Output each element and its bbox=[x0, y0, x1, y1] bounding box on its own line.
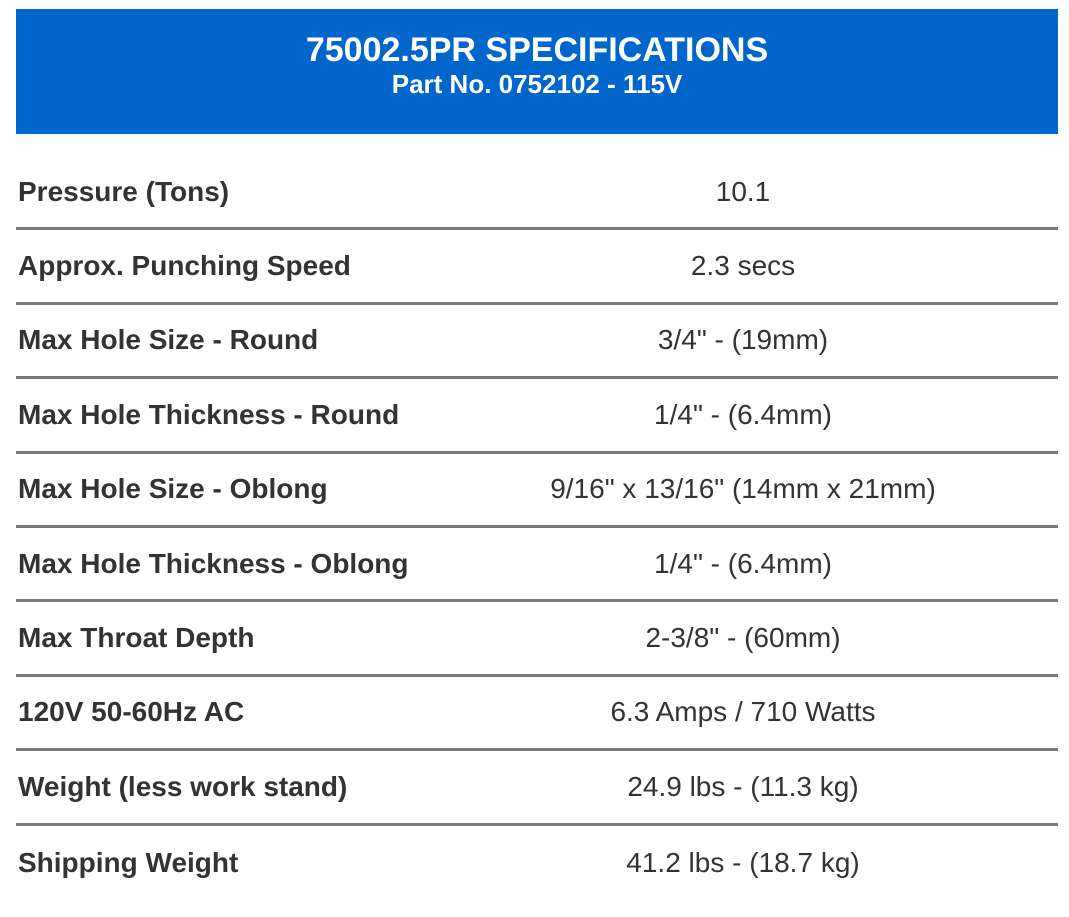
spec-header bbox=[16, 9, 1058, 134]
spec-row-punching-speed bbox=[16, 230, 1058, 304]
spec-row-hole-thickness-round bbox=[16, 379, 1058, 453]
spec-row-weight bbox=[16, 751, 1058, 825]
spec-label: Shipping Weight bbox=[18, 846, 239, 878]
spec-row-power bbox=[16, 677, 1058, 751]
spec-value: 2-3/8" - (60mm) bbox=[645, 622, 841, 654]
spec-row-shipping-weight bbox=[16, 826, 1058, 900]
spec-row-pressure bbox=[16, 156, 1058, 230]
spec-row-hole-size-round bbox=[16, 305, 1058, 379]
spec-value: 10.1 bbox=[715, 175, 771, 207]
spec-row-throat-depth bbox=[16, 602, 1058, 676]
part-number-subtitle: Part No. 0752102 - 115V bbox=[391, 69, 683, 99]
spec-label: 120V 50-60Hz AC bbox=[18, 696, 245, 728]
spec-label: Pressure (Tons) bbox=[18, 175, 230, 207]
spec-value: 6.3 Amps / 710 Watts bbox=[610, 696, 876, 728]
spec-row-hole-size-oblong bbox=[16, 454, 1058, 528]
spec-value: 41.2 lbs - (18.7 kg) bbox=[626, 846, 860, 878]
spec-label: Max Hole Size - Oblong bbox=[18, 473, 328, 505]
spec-value: 2.3 secs bbox=[690, 250, 796, 282]
spec-value: 24.9 lbs - (11.3 kg) bbox=[627, 770, 859, 802]
spec-value: 1/4" - (6.4mm) bbox=[654, 398, 832, 430]
spec-row-hole-thickness-oblong bbox=[16, 528, 1058, 602]
spec-table bbox=[16, 156, 1058, 900]
spec-label: Max Hole Thickness - Oblong bbox=[18, 547, 409, 579]
spec-label: Max Hole Size - Round bbox=[18, 324, 319, 356]
spec-value: 3/4" - (19mm) bbox=[657, 324, 829, 356]
spec-value: 9/16" x 13/16" (14mm x 21mm) bbox=[550, 473, 936, 505]
spec-label: Approx. Punching Speed bbox=[18, 250, 351, 282]
spec-value: 1/4" - (6.4mm) bbox=[654, 547, 832, 579]
spec-label: Weight (less work stand) bbox=[18, 770, 348, 802]
spec-label: Max Throat Depth bbox=[18, 622, 255, 654]
page-title: 75002.5PR SPECIFICATIONS bbox=[305, 31, 769, 69]
spec-label: Max Hole Thickness - Round bbox=[18, 398, 400, 430]
